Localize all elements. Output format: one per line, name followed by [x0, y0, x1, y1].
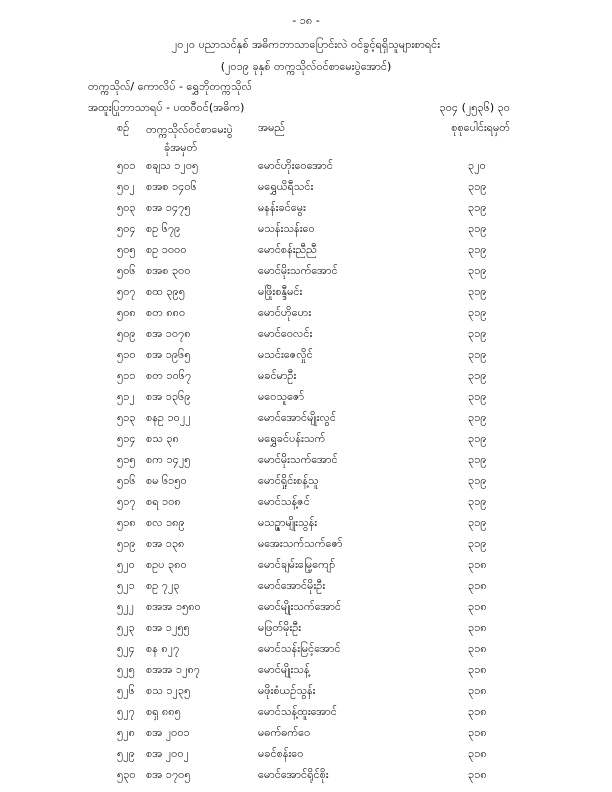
student-name: မအေးသက်သက်ဇော်: [258, 537, 343, 550]
total-score: ၃၁၉: [468, 243, 487, 256]
student-name: မဖြိုးစန္ဒီမင်း: [258, 285, 303, 298]
table-row: [0, 285, 612, 306]
total-score: ၃၁၈: [468, 600, 487, 613]
total-score: ၃၁၉: [468, 537, 487, 550]
roll-number: စအစ ၃၀၀: [146, 264, 191, 277]
table-row: [0, 159, 612, 180]
student-name: မရွှေခင်ပန်းသက်: [258, 432, 326, 445]
row-number: ၅၀၈: [117, 306, 136, 319]
roll-number: စမ ၆၁၅၀: [146, 474, 187, 487]
table-row: [0, 516, 612, 537]
total-score: ၃၁၉: [468, 327, 487, 340]
roll-number: စထ ၃၉၅: [146, 285, 185, 298]
row-number: ၅၃၀: [117, 768, 136, 781]
table-row: [0, 747, 612, 768]
student-name: မောင်အောင်ရိုင်စိုး: [258, 768, 329, 781]
header-roll-line2: ခုံအမှတ်: [164, 141, 198, 154]
total-score: ၃၁၉: [468, 411, 487, 424]
roll-number: စအအ ၁၂၈၇: [146, 663, 200, 676]
roll-number: စသ ၃၈: [146, 432, 179, 445]
student-name: မောင်မိုးသက်အောင်: [258, 264, 338, 277]
row-number: ၅၂၃: [117, 621, 135, 634]
student-name: မောင်ချမ်းမြေ့ကျော်: [258, 558, 336, 571]
student-name: မောင်အောင်မိုးဦး: [258, 579, 326, 592]
row-number: ၅၀၁: [117, 159, 136, 172]
roll-number: စအ ၁၃၈: [146, 537, 185, 550]
table-row: [0, 264, 612, 285]
student-name: မခင်မာဦး: [258, 369, 297, 382]
total-score: ၃၁၈: [468, 579, 487, 592]
roll-number: စအ ၁၉၆၅: [146, 348, 191, 361]
table-row: [0, 558, 612, 579]
row-number: ၅၁၄: [117, 432, 136, 445]
roll-number: စအစ ၁၄၀၆: [146, 180, 197, 193]
table-row: [0, 726, 612, 747]
total-score: ၃၁၈: [468, 558, 487, 571]
total-score: ၃၁၉: [468, 306, 487, 319]
table-row: [0, 474, 612, 495]
total-score: ၃၁၈: [468, 642, 487, 655]
roll-number: စတ ၈၈၀: [146, 306, 186, 319]
roll-number: စဥပ ၃၈၀: [146, 558, 187, 571]
total-score: ၃၁၉: [468, 201, 487, 214]
row-number: ၅၁၇: [117, 495, 136, 508]
total-score: ၃၁၈: [468, 663, 487, 676]
document-title: ၂၀၂၀ ပညာသင်နှစ် အဓိကဘာသာပြောင်းလဲ ဝင်ခွင့်ရရှိသူများစာရင်း: [171, 38, 441, 51]
roll-number: စတ ၁၀၆၇: [146, 369, 192, 382]
table-row: [0, 222, 612, 243]
row-number: ၅၀၄: [117, 222, 136, 235]
row-number: ၅၂၇: [117, 705, 135, 718]
roll-number: စအအ ၁၅၈၀: [146, 600, 201, 613]
table-row: [0, 705, 612, 726]
total-score: ၃၁၉: [468, 264, 487, 277]
table-row: [0, 243, 612, 264]
row-number: ၅၀၇: [117, 285, 136, 298]
roll-number: စလ ၁၈၉: [146, 516, 185, 529]
total-score: ၃၁၉: [468, 180, 487, 193]
row-number: ၅၂၆: [117, 684, 135, 697]
table-row: [0, 348, 612, 369]
student-name: မဖြတ်မိုးဦး: [258, 621, 302, 634]
student-name: မခင်စန်းဝေ: [258, 747, 304, 760]
header-score: စုစုပေါင်းရမှတ်: [451, 121, 510, 134]
table-row: [0, 642, 612, 663]
score-range: ၃၀၄ (၂၅၃၆) ၃၀: [439, 101, 510, 114]
roll-number: စချသ ၁၂၀၅: [146, 159, 199, 172]
table-row: [0, 768, 612, 789]
table-row: [0, 537, 612, 558]
total-score: ၃၁၉: [468, 348, 487, 361]
roll-number: စအ ၁၂၅၅: [146, 621, 190, 634]
table-row: [0, 411, 612, 432]
row-number: ၅၀၆: [117, 264, 136, 277]
student-name: မောင်မျိုးသန့်: [258, 663, 310, 676]
row-number: ၅၂၂: [117, 600, 134, 613]
roll-number: စဥ ၇၂၃: [146, 579, 180, 592]
student-name: မောင်သန်းမြင့်အောင်: [258, 642, 341, 655]
student-name: မောင်ဝေလင်း: [258, 327, 313, 340]
row-number: ၅၀၃: [117, 201, 136, 214]
student-name: မသဥ္ဇာမျိုးသွန်း: [258, 516, 318, 529]
roll-number: စန ၈၂၇: [146, 642, 180, 655]
total-score: ၃၁၉: [468, 495, 487, 508]
row-number: ၅၁၀: [117, 348, 136, 361]
total-score: ၃၁၉: [468, 285, 487, 298]
row-number: ၅၁၉: [117, 537, 136, 550]
table-row: [0, 390, 612, 411]
roll-number: စအ ၂၀၀၂: [146, 747, 189, 760]
table-row: [0, 579, 612, 600]
total-score: ၃၁၉: [468, 516, 487, 529]
table-row: [0, 180, 612, 201]
total-score: ၃၁၈: [468, 705, 487, 718]
table-row: [0, 684, 612, 705]
row-number: ၅၁၆: [117, 474, 136, 487]
page-number: - ၁၈ -: [292, 14, 320, 27]
row-number: ၅၂၄: [117, 642, 135, 655]
total-score: ၃၁၈: [468, 684, 487, 697]
roll-number: စနဥ ၁၀၂၂: [146, 411, 191, 424]
table-row: [0, 663, 612, 684]
student-name: မောင်အောင်မျိုးလွင်: [258, 411, 336, 424]
total-score: ၃၁၉: [468, 390, 487, 403]
student-name: မောင်ဟိုးဝေအောင်: [258, 159, 333, 172]
student-name: မသန်းသန်းဝေ: [258, 222, 315, 235]
total-score: ၃၁၈: [468, 747, 487, 760]
total-score: ၃၁၈: [468, 768, 487, 781]
student-name: မရွှေယိရီသင်း: [258, 180, 314, 193]
table-row: [0, 600, 612, 621]
student-name: မောင်ဟိုဟေး: [258, 306, 312, 319]
row-number: ၅၀၂: [117, 180, 135, 193]
header-roll: [146, 121, 233, 157]
table-row: [0, 453, 612, 474]
total-score: ၃၁၈: [468, 621, 487, 634]
header-roll-line1: တက္ကသိုလ်ဝင်စာမေးပွဲ: [146, 123, 233, 136]
row-number: ၅၁၁: [117, 369, 136, 382]
row-number: ၅၁၅: [117, 453, 136, 466]
row-number: ၅၀၅: [117, 243, 136, 256]
total-score: ၃၂၀: [468, 159, 486, 172]
document-subtitle: (၂၀၁၉ ခုနှစ် တက္ကသိုလ်ဝင်စာမေးပွဲအောင်): [220, 60, 392, 73]
student-name: မဝေသူဇော်: [258, 390, 305, 403]
student-name: မနန်းခင်မွေး: [258, 201, 306, 214]
roll-number: စအ ၂၀၀၁: [146, 726, 190, 739]
table-row: [0, 306, 612, 327]
row-number: ၅၂၅: [117, 663, 135, 676]
student-name: မောင်မိုးသက်အောင်: [258, 453, 338, 466]
subject-line: အထူးပြုဘာသာရပ် - ပထဝီဝင်(အဓိက): [88, 101, 245, 114]
total-score: ၃၁၉: [468, 222, 487, 235]
table-row: [0, 621, 612, 642]
header-name: အမည်: [258, 121, 286, 134]
total-score: ၃၁၉: [468, 432, 487, 445]
roll-number: စဥ ၁၀၀၀: [146, 243, 187, 256]
row-number: ၅၁၈: [117, 516, 136, 529]
student-name: မောင်ရှိုင်းစန့်သူ: [258, 474, 319, 487]
roll-number: စက ၁၄၂၅: [146, 453, 191, 466]
table-row: [0, 369, 612, 390]
university-line: တက္ကသိုလ်/ ကောလိပ် - ရွှေဘိုတက္ကသိုလ်: [88, 80, 252, 93]
student-name: မောင်စန်းညီညီ: [258, 243, 317, 256]
student-name: မောင်သန့်ဇင်: [258, 495, 310, 508]
row-number: ၅၀၉: [117, 327, 136, 340]
roll-number: စအ ၁၇၀၅: [146, 768, 191, 781]
row-number: ၅၂၁: [117, 579, 135, 592]
table-row: [0, 201, 612, 222]
student-name: မသင်းဇေလှိုင်: [258, 348, 313, 361]
total-score: ၃၁၉: [468, 369, 487, 382]
student-name: မဓက်ဓက်ဝေ: [258, 726, 311, 739]
table-row: [0, 432, 612, 453]
total-score: ၃၁၉: [468, 474, 487, 487]
roll-number: စအ ၁၃၆၉: [146, 390, 191, 403]
roll-number: စဥ ၆၇၉: [146, 222, 181, 235]
row-number: ၅၁၃: [117, 411, 136, 424]
roll-number: စသ ၁၂၃၅: [146, 684, 191, 697]
header-no: စဉ်: [117, 121, 130, 134]
roll-number: စအ ၁၀၇၈: [146, 327, 191, 340]
row-number: ၅၁၂: [117, 390, 135, 403]
row-number: ၅၂၉: [117, 747, 135, 760]
table-row: [0, 495, 612, 516]
roll-number: စရှ ၈၈၅: [146, 705, 181, 718]
student-name: မဖိုးစံယဉ်သွန်း: [258, 684, 316, 697]
row-number: ၅၂၀: [117, 558, 135, 571]
table-row: [0, 327, 612, 348]
roll-number: စအ ၁၄၇၅: [146, 201, 191, 214]
roll-number: စရ ၁၀၈: [146, 495, 181, 508]
row-number: ၅၂၈: [117, 726, 135, 739]
results-list: [0, 159, 612, 789]
total-score: ၃၁၈: [468, 726, 487, 739]
total-score: ၃၁၉: [468, 453, 487, 466]
student-name: မောင်သန့်ထူးအောင်: [258, 705, 337, 718]
student-name: မောင်မျိုးသက်အောင်: [258, 600, 341, 613]
